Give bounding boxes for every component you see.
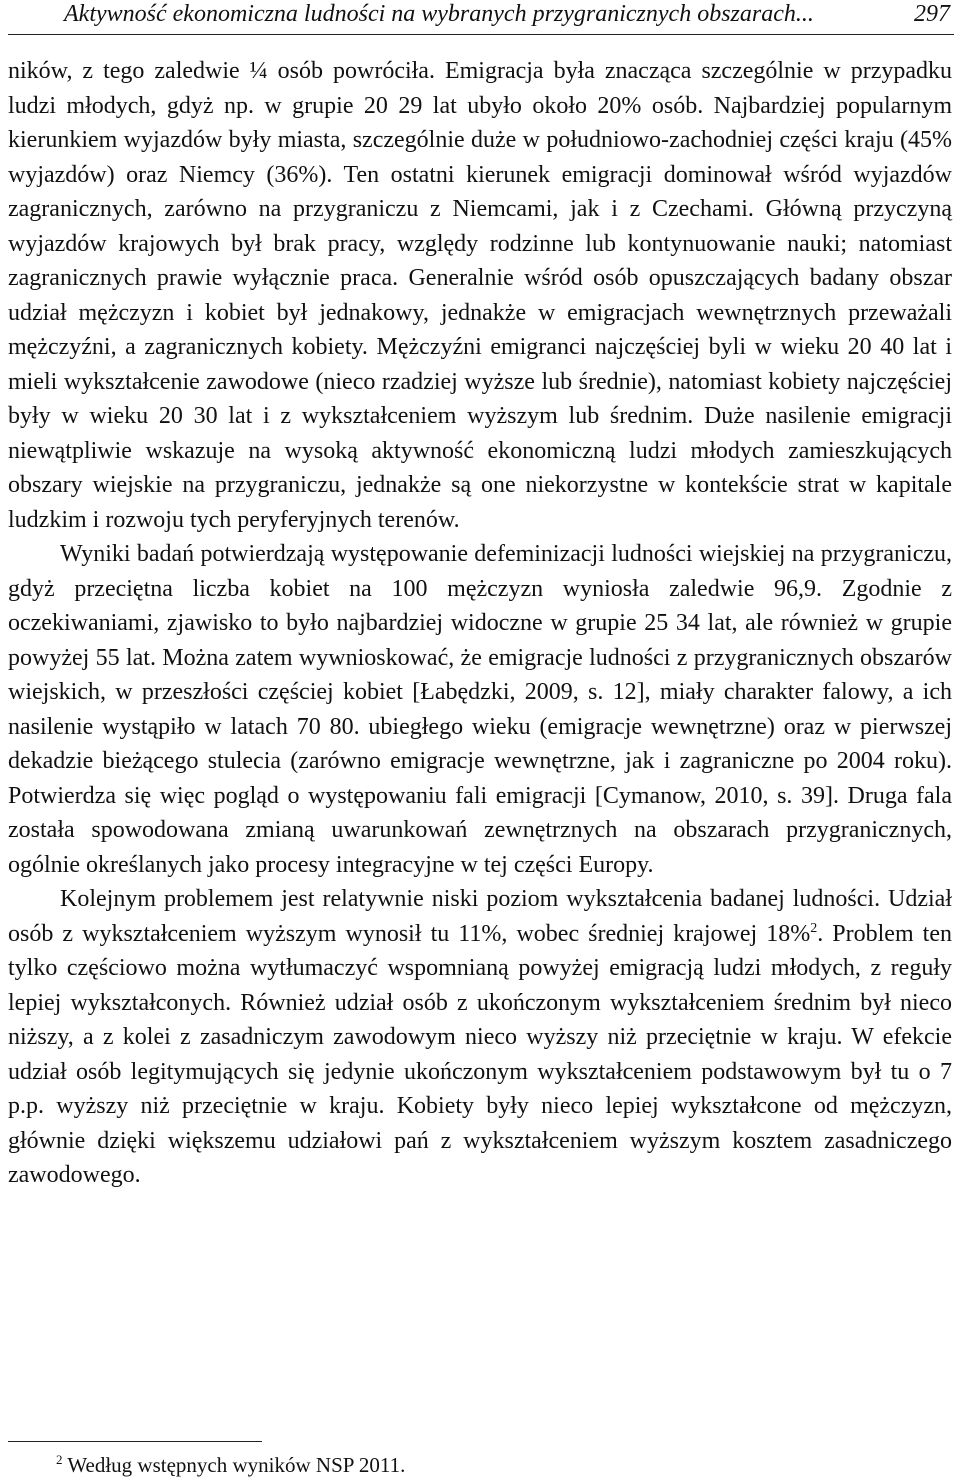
- paragraph-3: [8, 882, 952, 1193]
- paragraph-1: ników, z tego zaledwie ¼ osób powróciła. Emigracja była znacząca szczególnie w przypadku ludzi młodych, gdyż np. w grupie 20 29 lat ubyło około 20% osób. Najbardziej popularnym kierunkiem wyjazdów były miasta, szczególnie duże w południowo-zachodniej części kraju (45% wyjazdów) oraz Niemcy (36%). Ten ostatni kierunek emigracji dominował wśród wyjazdów zagranicznych, zarówno na przygraniczu z Niemcami, jak i z Czechami. Główną przyczyną wyjazdów krajowych był brak pracy, względy rodzinne lub kontynuowanie nauki; natomiast zagranicznych prawie wyłącznie praca. Generalnie wśród osób opuszczających badany obszar udział mężczyzn i kobiet był jednakowy, jednakże w emigracjach wewnętrznych przeważali mężczyźni, a zagranicznych kobiety. Mężczyźni emigranci najczęściej byli w wieku 20 40 lat i mieli wykształcenie zawodowe (nieco rzadziej wyższe lub średnie), natomiast kobiety najczęściej były w wieku 20 30 lat i z wykształceniem wyższym lub średnim. Duże nasilenie emigracji niewątpliwie wskazuje na wysoką aktywność ekonomiczną ludzi młodych zamieszkujących obszary wiejskie na przygraniczu, jednakże są one niekorzystne w kontekście strat w kapitale ludzkim i rozwoju tych peryferyjnych terenów.: [8, 58, 952, 533]
- paragraph-3-text-end: . Problem ten tylko częściowo można wytłumaczyć wspomnianą powyżej emigracją ludzi młodych, z reguły lepiej wykształconych. Również udział osób z ukończonym wykształceniem średnim był nieco niższy, a z kolei z zasadniczym zawodowym nieco wyższy niż przeciętnie w kraju. W efekcie udział osób legitymujących się jedynie ukończonym wykształceniem podstawowym był tu o 7 p.p. wyższy niż przeciętnie w kraju. Kobiety były nieco lepiej wykształcone od mężczyzn, głównie dzięki większemu udziałowi pań z wykształceniem wyższym kosztem zasadniczego zawodowego.: [8, 920, 952, 1188]
- page-number: 297: [914, 1, 950, 27]
- running-header: [8, 0, 954, 35]
- footnote-separator: [8, 1441, 262, 1442]
- footnote-reference: 2: [810, 920, 818, 936]
- footnote: [56, 1452, 405, 1478]
- footnote-text: Według wstępnych wyników NSP 2011.: [67, 1453, 406, 1477]
- running-header-title: Aktywność ekonomiczna ludności na wybranych przygranicznych obszarach...: [64, 1, 814, 27]
- paragraph-3-text-start: Kolejnym problemem jest relatywnie niski poziom wykształcenia badanej ludności. Udział osób z wykształceniem wyższym wynosił tu 11%, wobec średniej krajowej 18%: [8, 886, 952, 947]
- footnote-number: 2: [56, 1452, 63, 1467]
- paragraph-2: Wyniki badań potwierdzają występowanie defeminizacji ludności wiejskiej na przygraniczu, gdyż przeciętna liczba kobiet na 100 mężczyzn wyniosła zaledwie 96,9. Zgodnie z oczekiwaniami, zjawisko to było najbardziej widoczne w grupie 25 34 lat, ale również w grupie powyżej 55 lat. Można zatem wywnioskować, że emigracje ludności z przygranicznych obszarów wiejskich, w przeszłości częściej kobiet [Łabędzki, 2009, s. 12], miały charakter falowy, a ich nasilenie wystąpiło w latach 70 80. ubiegłego wieku (emigracje wewnętrzne) oraz w pierwszej dekadzie bieżącego stulecia (zarówno emigracje wewnętrzne, jak i zagraniczne po 2004 roku). Potwierdza się więc pogląd o występowaniu fali emigracji [Cymanow, 2010, s. 39]. Druga fala została spowodowana zmianą uwarunkowań zewnętrznych na obszarach przygranicznych, ogólnie określanych jako procesy integracyjne w tej części Europy.: [8, 541, 952, 878]
- body-text: [8, 54, 952, 1193]
